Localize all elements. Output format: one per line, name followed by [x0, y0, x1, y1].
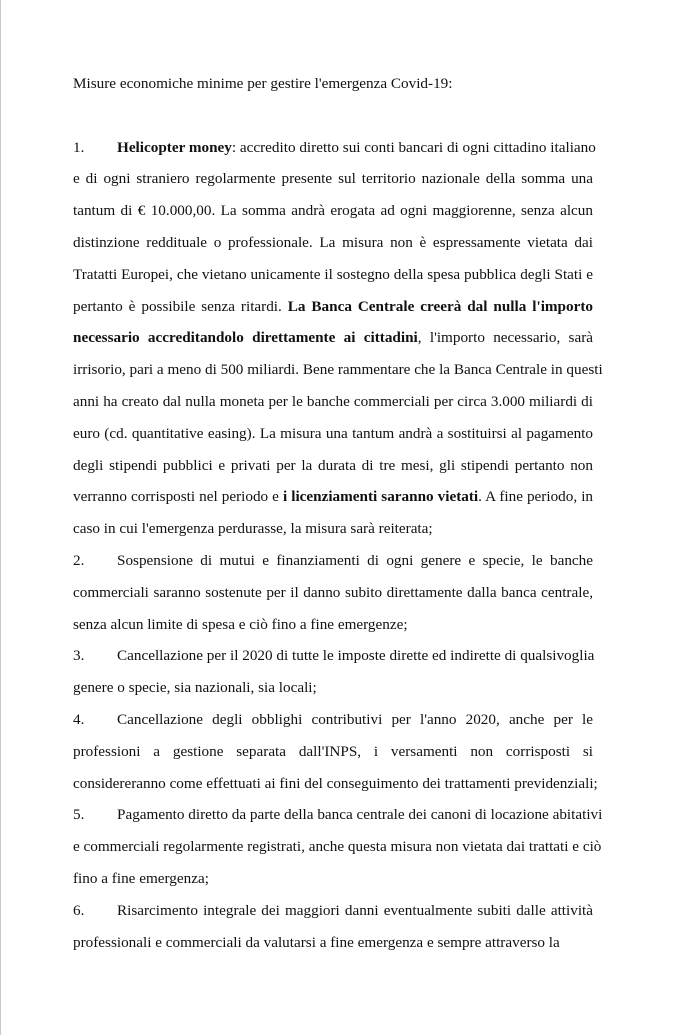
numbered-list — [73, 132, 603, 959]
text-run: e commerciali regolarmente registrati, anche questa misura non vietata dai trattati e ciò — [73, 838, 602, 856]
list-item — [73, 640, 593, 704]
text-run: fino a fine emergenza; — [73, 869, 209, 887]
text-run: senza alcun limite di spesa e ciò fino a fine emergenze; — [73, 615, 408, 633]
list-item-number: 4. — [73, 710, 85, 728]
text-line — [73, 386, 593, 418]
text-run: distinzione reddituale o professionale. La misura non è espressamente vietata dai — [73, 233, 593, 251]
text-run: , l'importo necessario, sarà — [417, 329, 593, 347]
text-line — [73, 768, 598, 800]
text-line — [73, 132, 596, 164]
text-line — [73, 481, 593, 513]
text-run: Cancellazione per il 2020 di tutte le imposte dirette ed indirette di qualsivoglia — [117, 647, 595, 665]
text-run: euro (cd. quantitative easing). La misura una tantum andrà a sostituirsi al pagamento — [73, 424, 593, 442]
text-line — [73, 163, 593, 195]
text-line — [73, 259, 593, 291]
text-line — [73, 227, 593, 259]
list-item — [73, 799, 603, 894]
text-run: anni ha creato dal nulla moneta per le banche commerciali per circa 3.000 miliardi di — [73, 392, 593, 410]
text-line — [73, 545, 593, 577]
text-line — [73, 577, 593, 609]
text-run: e di ogni straniero regolarmente presente sul territorio nazionale della somma una — [73, 170, 593, 188]
bold-text: i licenziamenti saranno vietati — [282, 488, 479, 506]
text-run: verranno corrisposti nel periodo e — [73, 488, 283, 506]
text-line — [73, 450, 593, 482]
text-line — [73, 609, 593, 641]
bold-text: necessario accreditandolo direttamente ai cittadini — [73, 329, 418, 347]
text-run: : accredito diretto sui conti bancari di ogni cittadino italiano — [231, 138, 596, 156]
text-run: irrisorio, pari a meno di 500 miliardi. Bene rammentare che la Banca Centrale in questi — [73, 361, 603, 379]
list-item-number: 3. — [73, 647, 85, 665]
text-line — [73, 291, 593, 323]
list-item-number: 6. — [73, 901, 85, 919]
list-item — [73, 132, 603, 545]
text-line — [73, 863, 593, 895]
document-title: Misure economiche minime per gestire l'emergenza Covid-19: — [73, 75, 453, 92]
text-run: commerciali saranno sostenute per il danno subito direttamente dalla banca centrale, — [73, 583, 593, 601]
text-run: considereranno come effettuati ai fini del conseguimento dei trattamenti previdenziali; — [73, 774, 598, 792]
blank-line — [73, 100, 593, 132]
text-run: pertanto è possibile senza ritardi. — [73, 297, 288, 315]
text-run: Cancellazione degli obblighi contributivi per l'anno 2020, anche per le — [117, 710, 593, 728]
text-run: . A fine periodo, in — [478, 488, 594, 506]
text-line — [73, 831, 602, 863]
text-run: Risarcimento integrale dei maggiori danni eventualmente subiti dalle attività — [117, 901, 593, 919]
text-run: tantum di € 10.000,00. La somma andrà erogata ad ogni maggiorenne, senza alcun — [73, 202, 593, 220]
text-line — [73, 895, 593, 927]
list-item-number: 2. — [73, 551, 85, 569]
text-run: professioni a gestione separata dall'INPS, i versamenti non corrisposti si — [73, 742, 593, 760]
text-run: caso in cui l'emergenza perdurasse, la misura sarà reiterata; — [73, 520, 433, 538]
list-item — [73, 545, 593, 640]
text-run: Pagamento diretto da parte della banca centrale dei canoni di locazione abitativi — [117, 806, 603, 824]
list-item-number: 5. — [73, 806, 85, 824]
text-run: Tratatti Europei, che vietano unicamente il sostegno della spesa pubblica degli Stati e — [73, 265, 593, 283]
text-run: professionali e commerciali da valutarsi a fine emergenza e sempre attraverso la — [73, 933, 560, 951]
bold-text: Helicopter money — [117, 138, 232, 156]
text-line — [73, 195, 593, 227]
text-run: degli stipendi pubblici e privati per la durata di tre mesi, gli stipendi pertanto non — [73, 456, 593, 474]
text-line — [73, 799, 603, 831]
text-line — [73, 322, 593, 354]
text-line — [73, 418, 593, 450]
text-line — [73, 640, 593, 672]
text-run: Sospensione di mutui e finanziamenti di ogni genere e specie, le banche — [117, 551, 593, 569]
text-run: genere o specie, sia nazionali, sia locali; — [73, 679, 317, 697]
text-line — [73, 672, 593, 704]
document-page — [73, 68, 603, 958]
text-line — [73, 927, 593, 959]
list-item — [73, 895, 593, 959]
text-line — [73, 354, 603, 386]
text-line — [73, 704, 593, 736]
text-line — [73, 513, 593, 545]
bold-text: La Banca Centrale creerà dal nulla l'importo — [287, 297, 593, 315]
text-line — [73, 736, 593, 768]
page-left-border — [0, 0, 1, 1035]
list-item-number: 1. — [73, 138, 85, 156]
list-item — [73, 704, 598, 799]
